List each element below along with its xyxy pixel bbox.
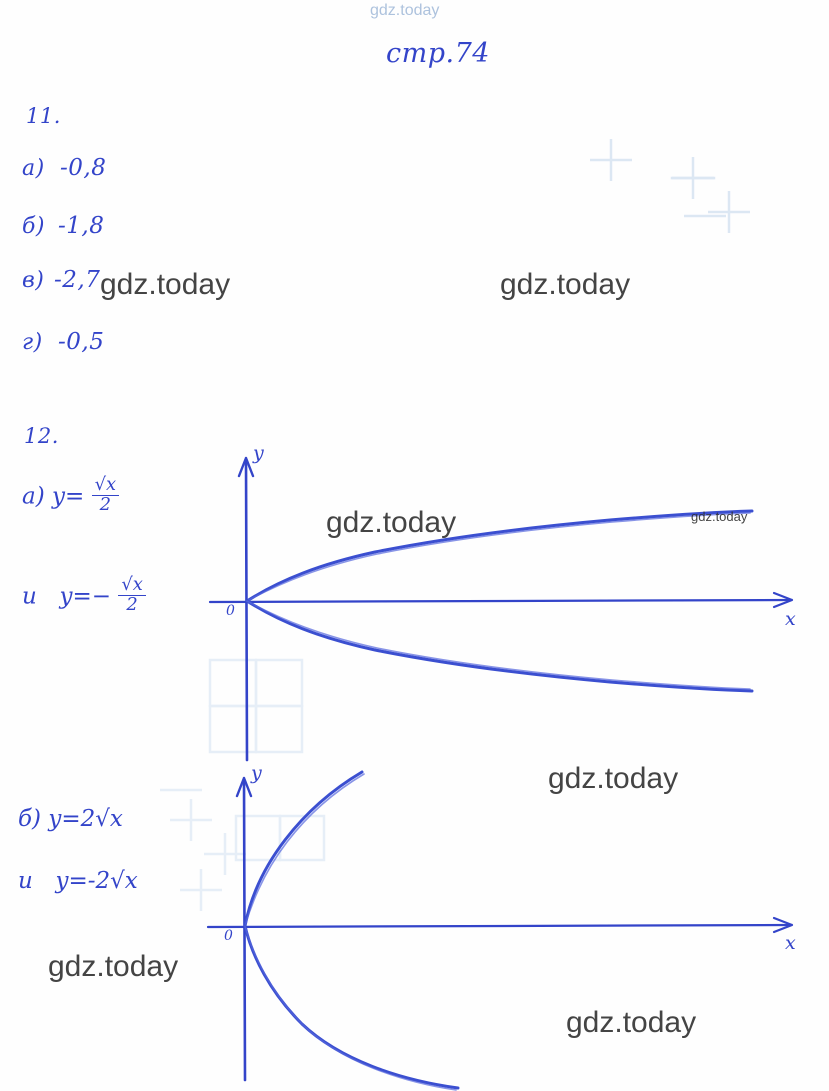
exercise-12-item-a-fraction xyxy=(92,476,120,515)
exercise-12-item-a-denominator: 2 xyxy=(99,493,112,515)
exercise-11-item-v-label: в) xyxy=(22,268,45,293)
graph-b xyxy=(190,760,810,1090)
exercise-12-item-a-prefix: y= xyxy=(52,483,85,510)
exercise-12-item-a2-numerator: √x xyxy=(118,576,146,596)
exercise-12-item-b-label: б) xyxy=(18,806,42,832)
exercise-11-item-a-value: -0,8 xyxy=(60,155,107,181)
exercise-12-item-a-label: а) xyxy=(22,483,45,510)
graph-a-x-axis-label: x xyxy=(785,608,796,630)
exercise-11-item-b-value: -1,8 xyxy=(58,213,105,239)
exercise-12-item-b2-label: и xyxy=(18,868,33,894)
exercise-12-item-a xyxy=(22,474,119,517)
watermark-1: gdz.today xyxy=(100,268,231,301)
exercise-12-item-b-expr: y=2√x xyxy=(48,806,123,832)
top-watermark: gdz.today xyxy=(370,2,440,19)
exercise-12-item-a2-label: и xyxy=(22,583,37,610)
exercise-12-item-a2-denominator: 2 xyxy=(126,593,138,615)
graph-a-y-axis-label: y xyxy=(253,442,264,464)
graph-b-origin-label: 0 xyxy=(224,928,233,944)
watermark-3: gdz.today xyxy=(326,506,457,539)
exercise-12-item-b2-expr: y=-2√x xyxy=(55,868,138,894)
graph-a xyxy=(190,440,810,770)
watermark-7: gdz.today xyxy=(566,1006,697,1039)
exercise-12-item-b xyxy=(18,806,123,832)
exercise-11-item-g-label: г) xyxy=(22,330,43,355)
graph-b-y-axis-label: y xyxy=(251,762,262,784)
exercise-11-item-b-label: б) xyxy=(22,214,46,239)
exercise-12-item-b2 xyxy=(18,868,138,894)
exercise-12-number: 12. xyxy=(24,424,59,448)
graph-b-x-axis-label: x xyxy=(785,932,796,954)
watermark-4: gdz.today xyxy=(691,509,748,524)
exercise-11-item-g-value: -0,5 xyxy=(58,329,105,355)
exercise-12-item-a2 xyxy=(22,574,146,617)
exercise-12-item-a-numerator: √x xyxy=(92,476,120,496)
page-title: стр.74 xyxy=(386,38,490,69)
exercise-12-item-a2-fraction xyxy=(118,576,146,615)
exercise-12-item-a2-prefix: y=− xyxy=(59,583,111,610)
watermark-5: gdz.today xyxy=(548,762,679,795)
watermark-2: gdz.today xyxy=(500,268,631,301)
watermark-6: gdz.today xyxy=(48,950,179,983)
graph-a-origin-label: 0 xyxy=(226,603,235,619)
exercise-11-number: 11. xyxy=(26,104,61,128)
exercise-11-item-a-label: а) xyxy=(22,156,45,181)
exercise-11-item-v-value: -2,7 xyxy=(54,267,101,293)
